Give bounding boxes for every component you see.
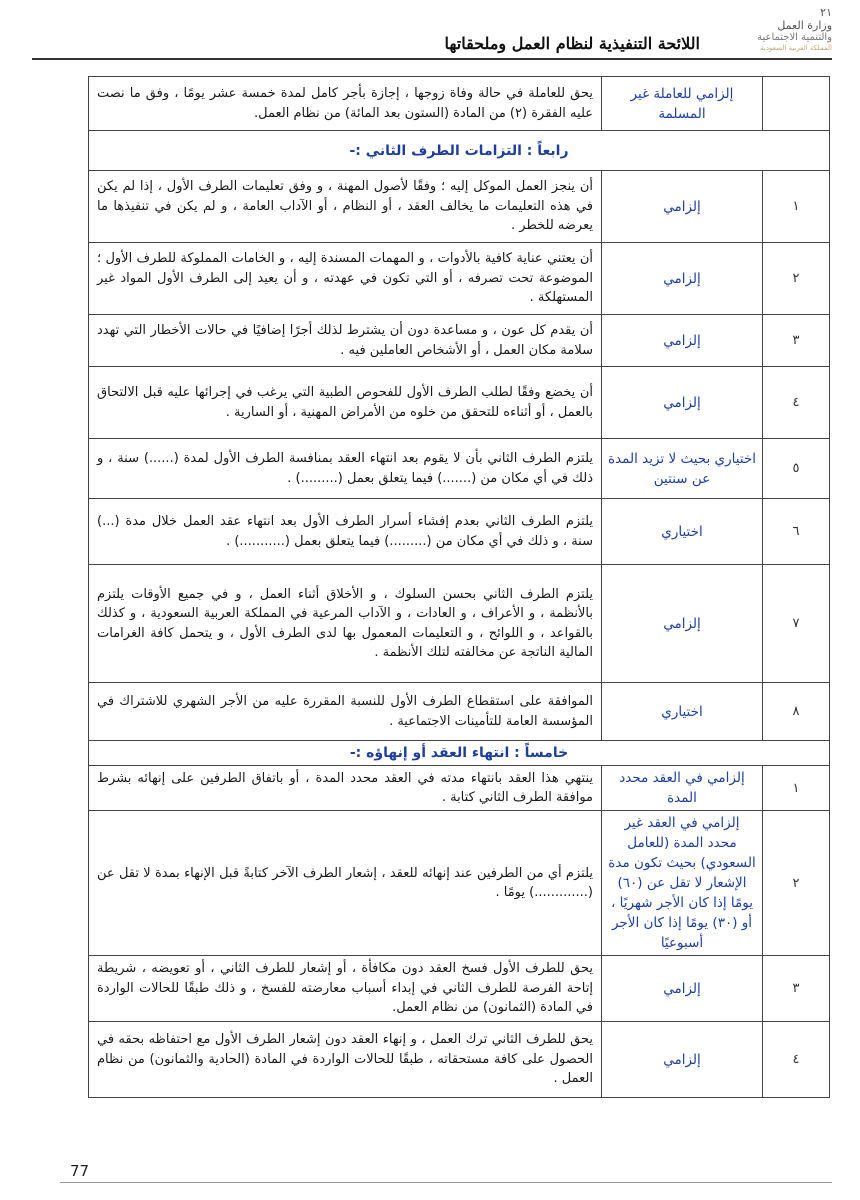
table-row (89, 439, 830, 499)
clause-type: إلزامي (602, 315, 763, 367)
table-row (89, 1022, 830, 1098)
table-row (89, 956, 830, 1022)
section-heading: رابعاً : التزامات الطرف الثاني :- (89, 131, 830, 171)
table-row (89, 171, 830, 243)
clause-text: أن يعتني عناية كافية بالأدوات ، و المهمات المسندة إليه ، و الخامات المملوكة للطرف الأول ؛ الموضوعة تحت تصرفه ، أو التي تكون في عهدته ، و أن يعيد إلى الطرف الأول المواد غير المستهلكة . (89, 243, 602, 315)
clause-text: أن ينجز العمل الموكل إليه ؛ وفقًا لأصول المهنة ، و وفق تعليمات الطرف الأول ، إذا لم يكن في هذه التعليمات ما يخالف العقد ، أو النظام ، أو الآداب العامة ، و لم يكن في تنفيذها ما يعرضه للخطر . (89, 171, 602, 243)
table-row (89, 77, 830, 131)
clause-type: إلزامي (602, 171, 763, 243)
footer-divider (60, 1182, 832, 1183)
table-row (89, 315, 830, 367)
logo-mark: ٢١ (820, 6, 832, 19)
clause-number: ٤ (763, 367, 830, 439)
table-row (89, 367, 830, 439)
ministry-logo (712, 6, 832, 53)
clause-text: يحق للعاملة في حالة وفاة زوجها ، إجازة بأجر كامل لمدة خمسة عشر يومًا ، وفق ما نصت عليه الفقرة (٢) من المادة (الستون بعد المائة) من نظام العمل. (89, 77, 602, 131)
table-row (89, 499, 830, 565)
clause-text: أن يخضع وفقًا لطلب الطرف الأول للفحوص الطبية التي يرغب في إجرائها عليه قبل الالتحاق بالعمل ، أو أثناءه للتحقق من خلوه من الأمراض المهنية ، أو السارية . (89, 367, 602, 439)
clause-type: إلزامي (602, 565, 763, 683)
clause-text: يحق للطرف الثاني ترك العمل ، و إنهاء العقد دون إشعار الطرف الأول مع احتفاظه بحقه في الحصول على كافة مستحقاته ، طبقًا للحالات الواردة في المادة (الحادية والثمانون) من نظام العمل . (89, 1022, 602, 1098)
clause-number (763, 77, 830, 131)
clause-type: إلزامي (602, 956, 763, 1022)
clause-type: اختياري (602, 499, 763, 565)
clause-text: يحق للطرف الأول فسخ العقد دون مكافأة ، أو إشعار للطرف الثاني ، أو تعويضه ، شريطة إتاحة الفرصة للطرف الثاني في إبداء أسباب معارضته للفسخ ، و ذلك طبقًا للحالات الواردة في المادة (الثمانون) من نظام العمل. (89, 956, 602, 1022)
clause-type: إلزامي (602, 367, 763, 439)
clause-number: ٦ (763, 499, 830, 565)
page-number: 77 (70, 1162, 90, 1180)
clause-number: ١ (763, 766, 830, 811)
logo-ministry-subname: والتنمية الاجتماعية (757, 32, 832, 43)
page-header (0, 0, 860, 62)
table-row (89, 811, 830, 956)
clause-number: ٧ (763, 565, 830, 683)
logo-ministry-name: وزارة العمل (777, 19, 832, 32)
clause-type: إلزامي (602, 243, 763, 315)
table-row (89, 766, 830, 811)
clause-text: يلتزم أي من الطرفين عند إنهائه للعقد ، إشعار الطرف الآخر كتابةً قبل الإنهاء بمدة لا تقل عن (.............) يومًا . (89, 811, 602, 956)
clause-text: الموافقة على استقطاع الطرف الأول للنسبة المقررة عليه من الأجر الشهري للاشتراك في المؤسسة العامة للتأمينات الاجتماعية . (89, 683, 602, 741)
header-divider (32, 58, 832, 60)
clause-number: ٢ (763, 243, 830, 315)
clause-text: أن يقدم كل عون ، و مساعدة دون أن يشترط لذلك أجرًا إضافيًا في حالات الأخطار التي تهدد سلامة مكان العمل ، أو الأشخاص العاملين فيه . (89, 315, 602, 367)
table-row (89, 243, 830, 315)
clause-text: يلتزم الطرف الثاني بعدم إفشاء أسرار الطرف الأول بعد انتهاء عقد العمل خلال مدة (...) سنة ، و ذلك في أي مكان من (.........) فيما يتعلق بعمل (...........) . (89, 499, 602, 565)
logo-country: المملكة العربية السعودية (760, 44, 832, 52)
section-heading: خامساً : انتهاء العقد أو إنهاؤه :- (89, 741, 830, 766)
table-row (89, 683, 830, 741)
clause-number: ٨ (763, 683, 830, 741)
clause-type: إلزامي (602, 1022, 763, 1098)
page-title: اللائحة التنفيذية لنظام العمل وملحقاتها (444, 34, 700, 53)
obligations-table (88, 76, 830, 1098)
clause-text: يلتزم الطرف الثاني بأن لا يقوم بعد انتهاء العقد بمنافسة الطرف الأول لمدة (......) سنة ، و ذلك في أي مكان من (.......) فيما يتعلق بعمل (.........) . (89, 439, 602, 499)
clause-number: ٣ (763, 315, 830, 367)
clause-number: ١ (763, 171, 830, 243)
section-row (89, 741, 830, 766)
clause-text: ينتهي هذا العقد بانتهاء مدته في العقد محدد المدة ، أو باتفاق الطرفين على إنهائه بشرط موافقة الطرف الثاني كتابة . (89, 766, 602, 811)
table-row (89, 565, 830, 683)
clause-type: إلزامي في العقد غير محدد المدة (للعامل السعودي) بحيث تكون مدة الإشعار لا تقل عن (٦٠) يومًا إذا كان الأجر شهريًا ، أو (٣٠) يومًا إذا كان الأجر أسبوعيًا (602, 811, 763, 956)
clause-number: ٣ (763, 956, 830, 1022)
clause-number: ٥ (763, 439, 830, 499)
clause-type: إلزامي للعاملة غير المسلمة (602, 77, 763, 131)
clause-text: يلتزم الطرف الثاني بحسن السلوك ، و الأخلاق أثناء العمل ، و في جميع الأوقات يلتزم بالأنظمة ، و الأعراف ، و العادات ، و الآداب المرعية في المملكة العربية السعودية ، و كذلك بالقواعد ، و اللوائح ، و التعليمات المعمول بها لدى الطرف الأول ، و يتحمل كافة الغرامات المالية الناتجة عن مخالفته لتلك الأنظمة . (89, 565, 602, 683)
clause-type: اختياري (602, 683, 763, 741)
section-row (89, 131, 830, 171)
clause-number: ٤ (763, 1022, 830, 1098)
clause-type: اختياري بحيث لا تزيد المدة عن سنتين (602, 439, 763, 499)
clause-type: إلزامي في العقد محدد المدة (602, 766, 763, 811)
clause-number: ٢ (763, 811, 830, 956)
